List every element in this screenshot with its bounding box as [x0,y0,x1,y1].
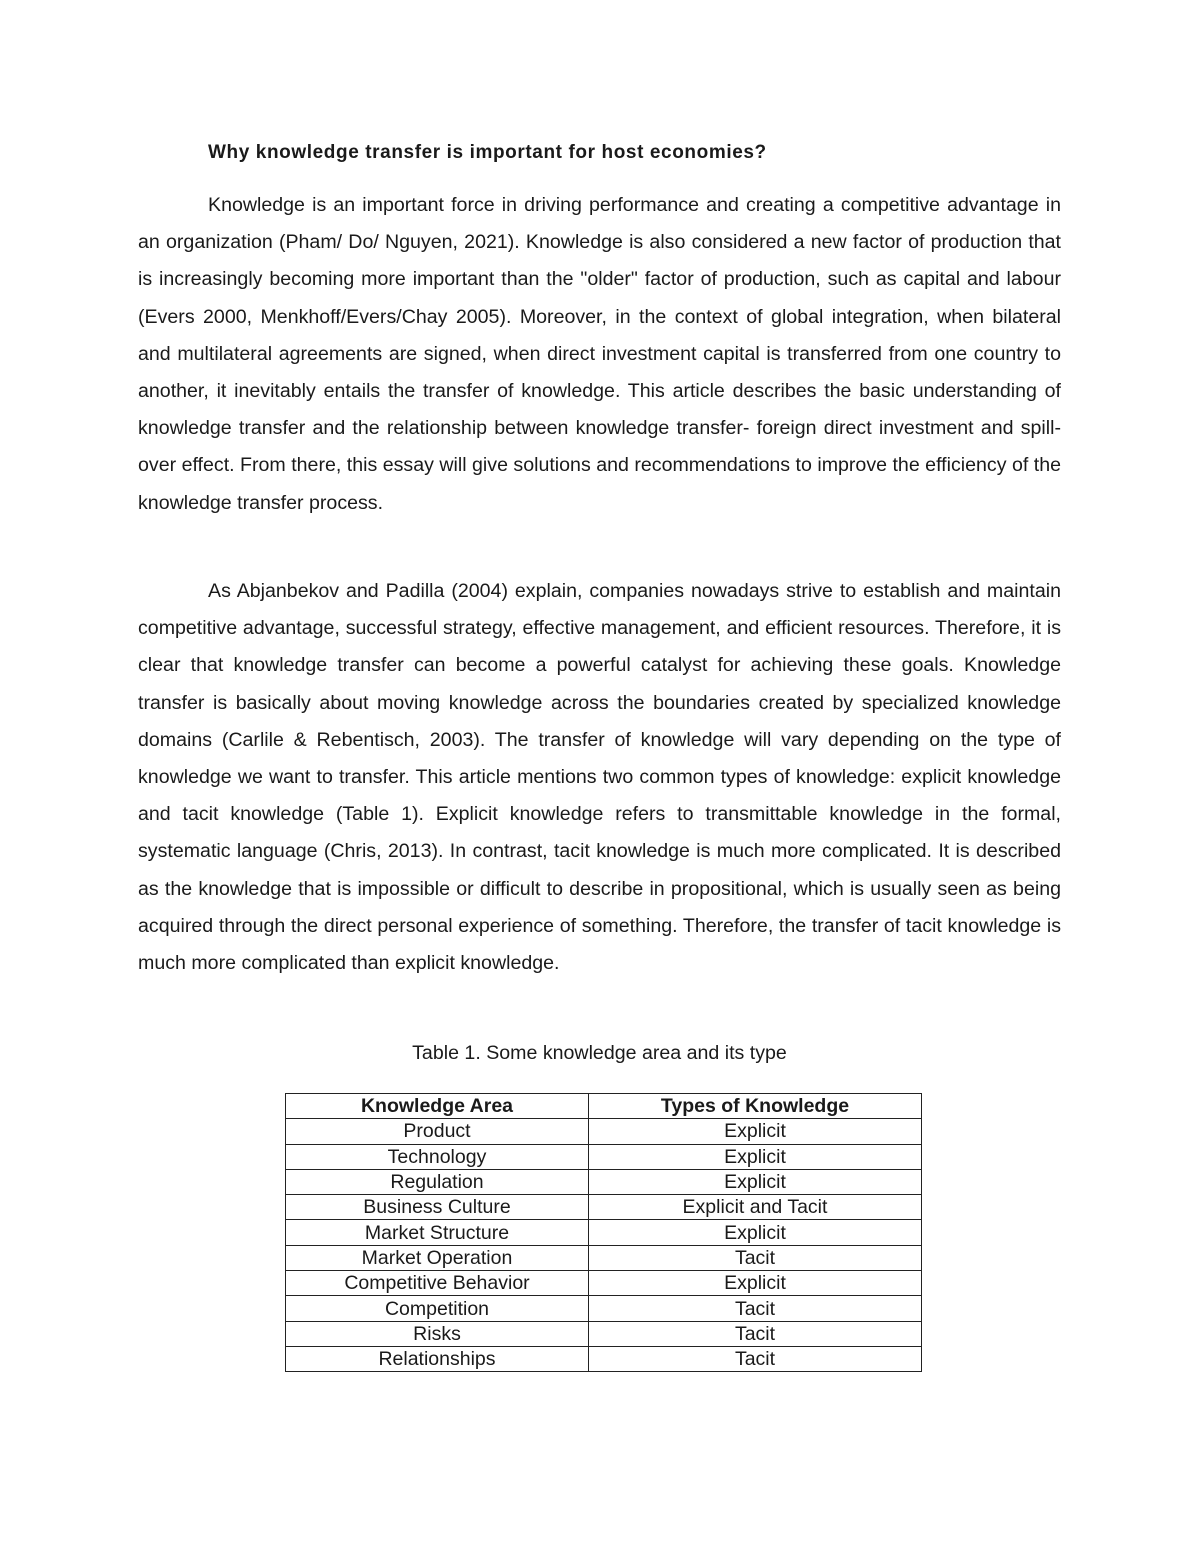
cell-knowledge-area: Product [286,1119,589,1144]
cell-knowledge-type: Tacit [589,1245,922,1270]
section-heading: Why knowledge transfer is important for host economies? [208,142,767,163]
table-row [286,1195,922,1220]
paragraph-knowledge-types: As Abjanbekov and Padilla (2004) explain, companies nowadays strive to establish and maintain competitive advantage, successful strategy, effective management, and efficient resources. Therefore, it is clear that knowledge transfer can become a powerful catalyst for achieving these goals. Knowledge transfer is basically about moving knowledge across the boundaries created by specialized knowledge domains (Carlile & Rebentisch, 2003). The transfer of knowledge will vary depending on the type of knowledge we want to transfer. This article mentions two common types of knowledge: explicit knowledge and tacit knowledge (Table 1). Explicit knowledge refers to transmittable knowledge in the formal, systematic language (Chris, 2013). In contrast, tacit knowledge is much more complicated. It is described as the knowledge that is impossible or difficult to describe in propositional, which is usually seen as being acquired through the direct personal experience of something. Therefore, the transfer of tacit knowledge is much more complicated than explicit knowledge. [138,580,1061,975]
header-types-of-knowledge: Types of Knowledge [589,1094,922,1119]
cell-knowledge-area: Market Operation [286,1245,589,1270]
cell-knowledge-type: Tacit [589,1321,922,1346]
cell-knowledge-type: Explicit [589,1271,922,1296]
cell-knowledge-area: Regulation [286,1169,589,1194]
cell-knowledge-type: Explicit [589,1144,922,1169]
cell-knowledge-area: Relationships [286,1346,589,1371]
table-header-row [286,1094,922,1119]
table-row [286,1144,922,1169]
knowledge-table [285,1093,922,1372]
table-row [286,1296,922,1321]
cell-knowledge-type: Explicit [589,1169,922,1194]
paragraph-intro: Knowledge is an important force in driving performance and creating a competitive advantage in an organization (Pham/ Do/ Nguyen, 2021). Knowledge is also considered a new factor of production that is increasingly becoming more important than the "older" factor of production, such as capital and labour (Evers 2000, Menkhoff/Evers/Chay 2005). Moreover, in the context of global integration, when bilateral and multilateral agreements are signed, when direct investment capital is transferred from one country to another, it inevitably entails the transfer of knowledge. This article describes the basic understanding of knowledge transfer and the relationship between knowledge transfer- foreign direct investment and spill-over effect. From there, this essay will give solutions and recommendations to improve the efficiency of the knowledge transfer process. [138,194,1061,514]
cell-knowledge-type: Tacit [589,1346,922,1371]
table-row [286,1169,922,1194]
cell-knowledge-area: Market Structure [286,1220,589,1245]
cell-knowledge-type: Tacit [589,1296,922,1321]
table-row [286,1271,922,1296]
cell-knowledge-area: Business Culture [286,1195,589,1220]
cell-knowledge-type: Explicit [589,1119,922,1144]
cell-knowledge-area: Competition [286,1296,589,1321]
table-row [286,1321,922,1346]
cell-knowledge-area: Risks [286,1321,589,1346]
table-row [286,1346,922,1371]
table-row [286,1220,922,1245]
header-knowledge-area: Knowledge Area [286,1094,589,1119]
cell-knowledge-area: Technology [286,1144,589,1169]
table-row [286,1245,922,1270]
cell-knowledge-area: Competitive Behavior [286,1271,589,1296]
cell-knowledge-type: Explicit [589,1220,922,1245]
table-caption: Table 1. Some knowledge area and its type [412,1042,787,1064]
table-row [286,1119,922,1144]
cell-knowledge-type: Explicit and Tacit [589,1195,922,1220]
